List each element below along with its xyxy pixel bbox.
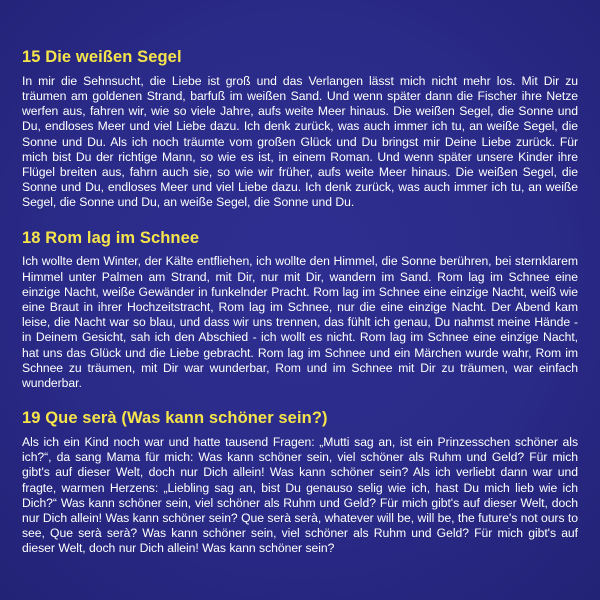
song-entry [22,48,578,211]
song-lyrics: Als ich ein Kind noch war und hatte tausend Fragen: „Mutti sag an, ist ein Prinzesschen schöner als ich?“, da sang Mama für mich: Was kann schöner sein, viel schöner als Ruhm und Geld? Für mich gibt's auf dieser Welt, doch nur Dich allein! Was kann schöner sein? Als ich verliebt dann war und fragte, warmen Herzens: „Liebling sag an, bist Du genauso selig wie ich, hast Du mich lieb wie ich Dich?“ Was kann schöner sein, viel schöner als Ruhm und Geld? Für mich gibt's auf dieser Welt, doch nur Dich allein! Was kann schöner sein? Que serà serà, whatever will be, will be, the future's not ours to see, Que serà serà? Was kann schöner sein, viel schöner als Ruhm und Geld? Für mich gibt's auf dieser Welt, doch nur Dich allein! Was kann schöner sein? [22,435,578,556]
song-entry [22,409,578,556]
song-title: 19 Que serà (Was kann schöner sein?) [22,409,328,428]
song-title: 15 Die weißen Segel [22,48,182,66]
song-title: 18 Rom lag im Schnee [22,228,200,247]
song-lyrics: In mir die Sehnsucht, die Liebe ist groß und das Verlangen lässt mich nicht mehr los. Mit Dir zu träumen am goldenen Strand, barfuß im weißen Sand. Und wenn später dann die Fischer ihre Netze werfen aus, fahren wir, wie so viele Jahre, aufs weite Meer hinaus. Die weißen Segel, die Sonne und Du, endloses Meer und viel Liebe dazu. Ich denk zurück, was auch immer ich tu, an weiße Segel, die Sonne und Du. Als ich noch träumte vom großen Glück und Du bringst mir Deine Liebe zurück. Für mich bist Du der richtige Mann, so wie es ist, in einem Roman. Und wenn später unsere Kinder ihre Flügel breiten aus, fahrn auch sie, so wie wir früher, aufs weite Meer hinaus. Die weißen Segel, die Sonne und Du, endloses Meer und viel Liebe dazu. Ich denk zurück, was auch immer ich tu, an weiße Segel, die Sonne und Du, an weiße Segel, die Sonne und Du. [22,73,578,210]
song-lyrics: Ich wollte dem Winter, der Kälte entfliehen, ich wollte den Himmel, die Sonne berühren, bei sternklarem Himmel unter Palmen am Strand, mit Dir, nur mit Dir, wandern im Sand. Rom lag im Schnee eine einzige Nacht, weiße Gewänder in funkelnder Pracht. Rom lag im Schnee eine einzige Nacht, weiß wie eine Braut in ihrer Hochzeitstracht, Rom lag im Schnee, nur die eine einzige Nacht. Der Abend kam leise, die Nacht war so blau, und dass wir uns trennen, das fühlt ich genau, Du nahmst meine Hände - in Deinem Gesicht, sah ich den Abschied - ich wollt es nicht. Rom lag im Schnee eine einzige Nacht, hat uns das Glück und die Liebe gebracht. Rom lag im Schnee und ein Märchen wurde wahr, Rom im Schnee zu träumen, mit Dir war wunderbar, Rom und im Schnee mit Dir zu träumen, war einfach wunderbar. [22,254,578,391]
song-entry [22,229,578,392]
